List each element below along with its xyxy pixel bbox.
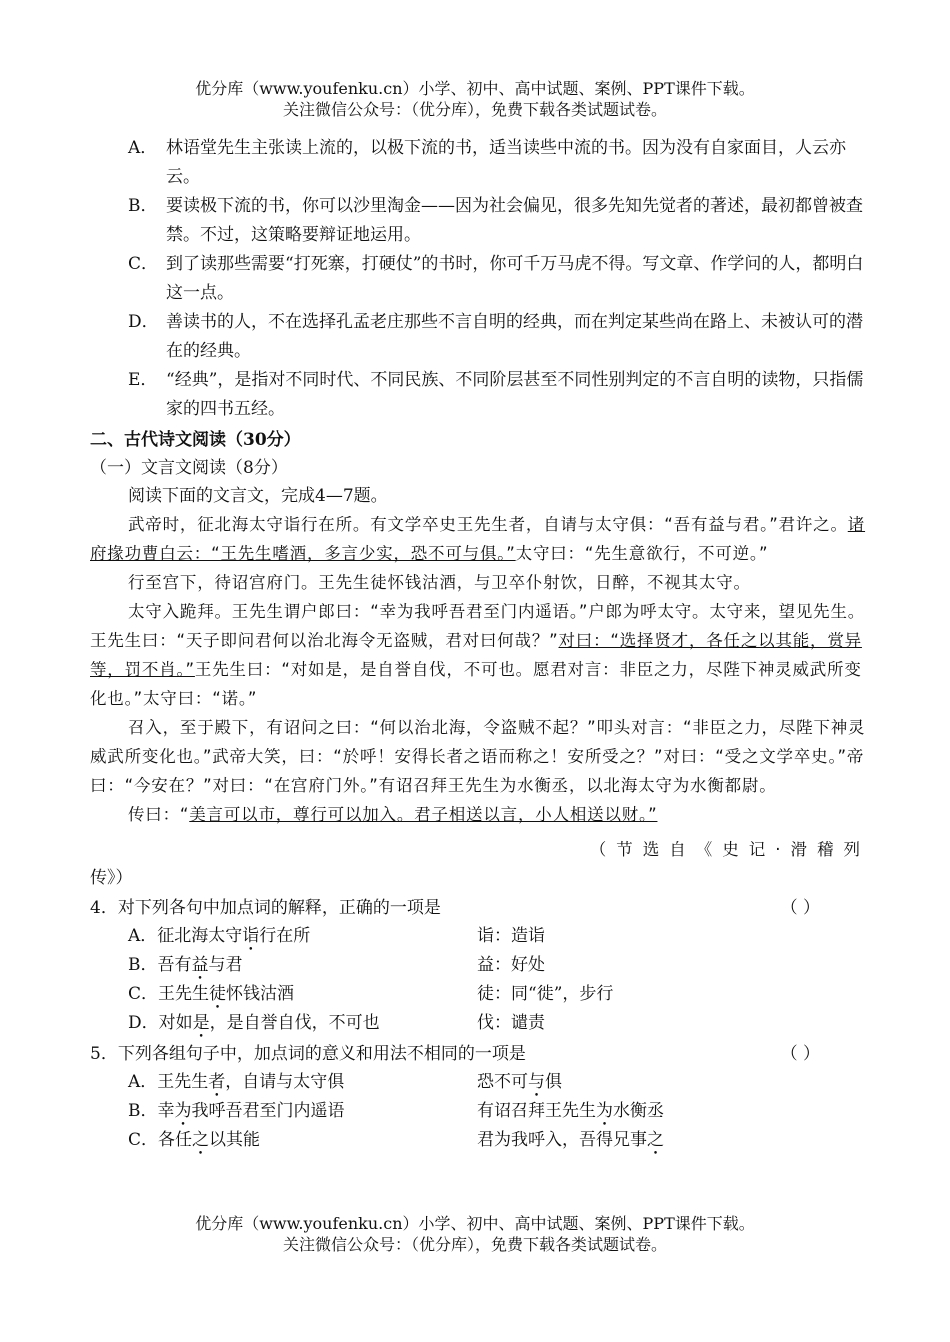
- question-5: [90, 1040, 870, 1068]
- dotted-word: 者: [208, 1072, 226, 1092]
- header-line-2: 关注微信公众号：（优分库），免费下载各类试题试卷。: [282, 100, 667, 119]
- dotted-word: 益: [191, 955, 209, 975]
- question-4-options: [90, 922, 870, 1038]
- underlined-sentence-2: 对曰：“选择贤才，各任之以其能，赏异等，罚不肖。”: [90, 631, 862, 679]
- page-header: [0, 78, 950, 120]
- option-d: D． 善读书的人，不在选择孔孟老庄那些不言自明的经典，而在判定某些尚在路上、未被认可的潜在的经典。: [128, 312, 863, 361]
- q5-option-a: A．王先生者，自请与太守俱 恐不可与俱: [128, 1072, 562, 1092]
- passage-paragraph-2: 行至宫下，待诏宫府门。王先生徒怀钱沽酒，与卫卒仆射饮，日醉，不视其太守。: [128, 573, 751, 592]
- dotted-word: 为: [596, 1101, 613, 1121]
- passage-source: （节选自《史记·滑稽列: [589, 840, 870, 859]
- page-content: [90, 134, 870, 1155]
- section-title: 二、古代诗文阅读（30分）: [90, 430, 301, 450]
- header-line-1: 优分库（www.youfenku.cn）小学、初中、高中试题、案例、PPT课件下载。: [195, 79, 755, 98]
- footer-line-2: 关注微信公众号：（优分库），免费下载各类试题试卷。: [282, 1235, 667, 1254]
- dotted-word: 诣: [242, 926, 260, 946]
- dotted-word: 是: [192, 1013, 210, 1033]
- passage-paragraph-4: 召入，至于殿下，有诏问之曰：“何以治北海，令盗贼不起？”叩头对言：“非臣之力，尽陛下神灵威武所变化也。”武帝大笑，曰：“於呼！安得长者之语而称之！安所受之？”对曰：“受之文学卒史。”帝曰：“今安在？”对曰：“在宫府门外。”有诏召拜王先生为水衡丞，以北海太守为水衡都尉。: [90, 718, 866, 795]
- question-4-stem: 4．对下列各句中加点词的解释，正确的一项是: [90, 898, 441, 918]
- underlined-sentence-3: 美言可以市，尊行可以加入。君子相送以言，小人相送以财。”: [189, 805, 658, 824]
- instruction: 阅读下面的文言文，完成4—7题。: [128, 486, 388, 506]
- question-5-options: [90, 1068, 870, 1155]
- dotted-word: 徒: [209, 984, 227, 1004]
- answer-blank-4[interactable]: （ ）: [780, 898, 820, 918]
- dotted-word: 之: [647, 1130, 664, 1150]
- q5-option-b: B．幸为我呼吾君至门内遥语 有诏召拜王先生为水衡丞: [128, 1101, 664, 1121]
- dotted-word: 与: [528, 1072, 545, 1092]
- q4-option-b: B．吾有益与君 益：好处: [128, 955, 545, 975]
- subsection-title: （一）文言文阅读（8分）: [90, 458, 288, 478]
- q5-option-c: C．各任之以其能 君为我呼入，吾得兄事之: [128, 1130, 664, 1150]
- dotted-word: 为: [174, 1101, 192, 1121]
- dotted-word: 之: [192, 1130, 210, 1150]
- page-footer: [0, 1213, 950, 1255]
- underlined-sentence-1: 诸府掾功曹白云：“王先生嗜酒，多言少实，恐不可与俱。”: [90, 515, 866, 563]
- footer-line-1: 优分库（www.youfenku.cn）小学、初中、高中试题、案例、PPT课件下载。: [195, 1214, 755, 1233]
- option-b: B． 要读极下流的书，你可以沙里淘金——因为社会偏见，很多先知先觉者的著述，最初都曾被查禁。不过，这策略要辩证地运用。: [128, 196, 863, 245]
- question-4: [90, 894, 870, 922]
- options-list: [90, 134, 870, 423]
- option-a: A． 林语堂先生主张读上流的，以极下流的书，适当读些中流的书。因为没有自家面目，人云亦云。: [128, 138, 846, 187]
- passage-paragraph-5: 传曰：“美言可以市，尊行可以加入。君子相送以言，小人相送以财。”: [128, 805, 658, 824]
- answer-blank-5[interactable]: （ ）: [780, 1044, 820, 1064]
- passage-paragraph-3: 太守入跪拜。王先生谓户郎曰：“幸为我呼吾君至门内遥语。”户郎为呼太守。太守来，望见先生。王先生曰：“天子即问君何以治北海令无盗贼，君对曰何哉？”对曰：“选择贤才，各任之以其能，赏异等，罚不肖。”王先生曰：“对如是，是自誉自伐，不可也。愿君对言：非臣之力，尽陛下神灵威武所变化也。”太守曰：“诺。”: [90, 602, 866, 708]
- q4-option-c: C．王先生徒怀钱沽酒 徒：同“徙”，步行: [128, 984, 614, 1004]
- option-c: C． 到了读那些需要“打死寨，打硬仗”的书时，你可千万马虎不得。写文章、作学问的人，都明白这一点。: [128, 254, 864, 303]
- question-5-stem: 5．下列各组句子中，加点词的意义和用法不相同的一项是: [90, 1044, 526, 1064]
- q4-option-d: D．对如是，是自誉自伐，不可也 伐：谴责: [128, 1013, 545, 1033]
- passage-paragraph-1: 武帝时，征北海太守诣行在所。有文学卒史王先生者，自请与太守俱：“吾有益与君。”君许之。诸府掾功曹白云：“王先生嗜酒，多言少实，恐不可与俱。”太守曰：“先生意欲行，不可逆。”: [90, 515, 866, 563]
- passage-source-cont: 传》）: [90, 868, 133, 888]
- q4-option-a: A．征北海太守诣行在所 诣：造诣: [128, 926, 545, 946]
- option-e: E． “经典”，是指对不同时代、不同民族、不同阶层甚至不同性别判定的不言自明的读物，只指儒家的四书五经。: [128, 370, 864, 419]
